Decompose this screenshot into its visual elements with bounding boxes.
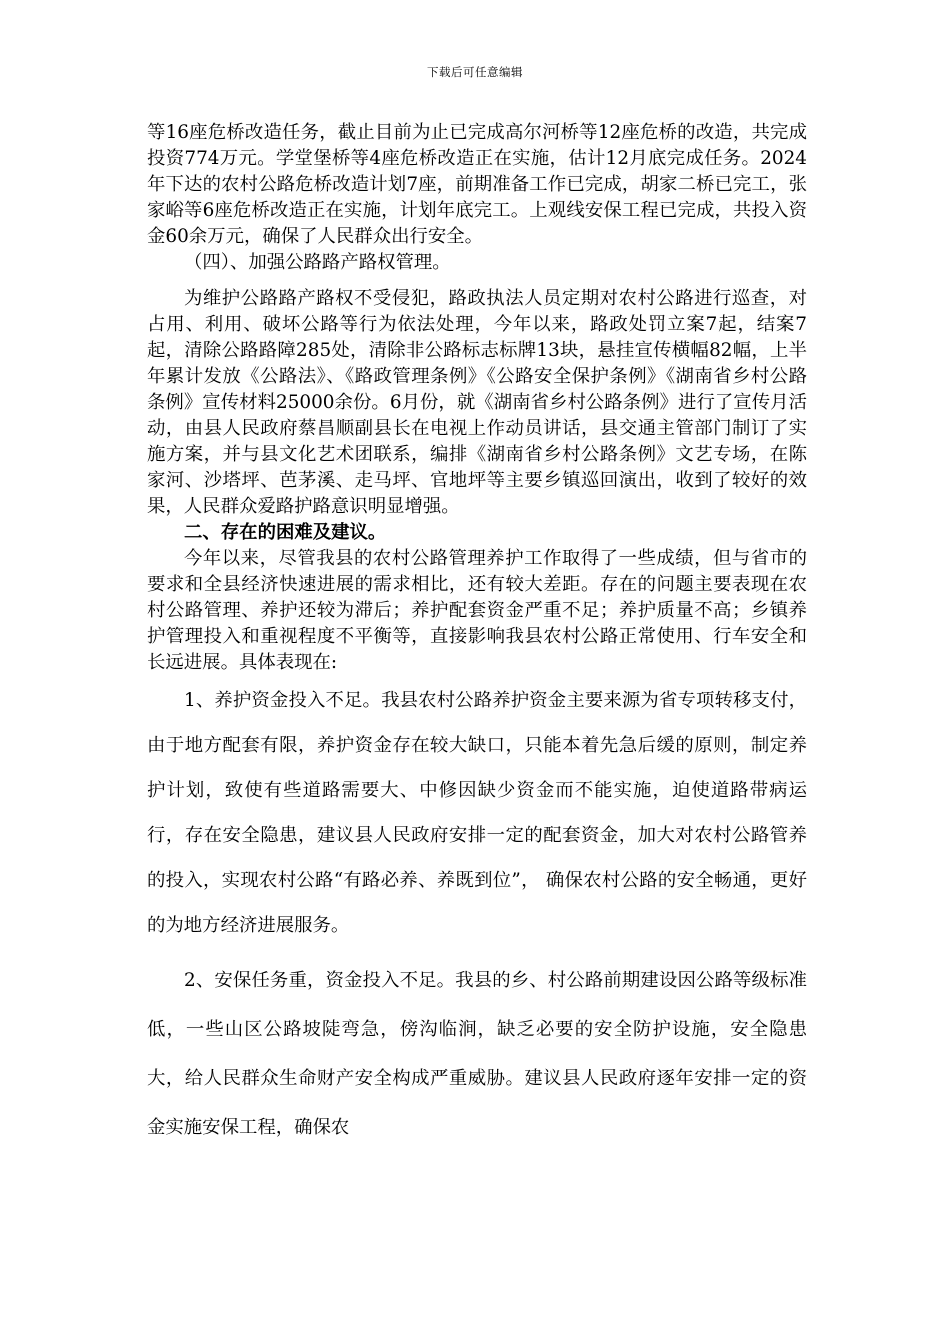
paragraph-bridge-renovation: 等16座危桥改造任务，截止目前为止已完成高尔河桥等12座危桥的改造，共完成投资774万元。学堂堡桥等4座危桥改造正在实施，估计12月底完成任务。2024年下达的农村公路危桥改造计划7座，前期准备工作已完成，胡家二桥已完工，张家峪等6座危桥改造正在实施，计划年底完工。上观线安保工程已完成，共投入资金60余万元，确保了人民群众出行安全。 — [147, 122, 807, 247]
paragraph-difficulties-intro: 今年以来，尽管我县的农村公路管理养护工作取得了一些成绩，但与省市的要求和全县经济快速进展的需求相比，还有较大差距。存在的问题主要表现在农村公路管理、养护还较为滞后；养护配套资金严重不足；养护质量不高；乡镇养护管理投入和重视程度不平衡等，直接影响我县农村公路正常使用、行车安全和长远进展。具体表现在: — [147, 548, 807, 673]
paragraph-maintenance-funds: 1、养护资金投入不足。我县农村公路养护资金主要来源为省专项转移支付，由于地方配套有限，养护资金存在较大缺口，只能本着先急后缓的原则，制定养护计划，致使有些道路需要大、中修因缺少资金而不能实施，迫使道路带病运行，存在安全隐患，建议县人民政府安排一定的配套资金，加大对农村公路管养的投入，实现农村公路“有路必养、养既到位”， 确保农村公路的安全畅通，更好的为地方经济进展服务。 — [147, 690, 807, 936]
paragraph-safety-tasks: 2、安保任务重，资金投入不足。我县的乡、村公路前期建设因公路等级标准低，一些山区公路坡陡弯急，傍沟临涧，缺乏必要的安全防护设施，安全隐患大，给人民群众生命财产安全构成严重威胁。建议县人民政府逐年安排一定的资金实施安保工程，确保农 — [147, 970, 807, 1138]
document-body — [147, 120, 807, 1152]
section-heading-road-rights: （四）、加强公路路产路权管理。 — [184, 252, 451, 273]
section-heading-difficulties: 二、存在的困难及建议。 — [184, 522, 387, 543]
paragraph-road-rights: 为维护公路路产路权不受侵犯，路政执法人员定期对农村公路进行巡查，对占用、利用、破坏公路等行为依法处理，今年以来，路政处罚立案7起，结案7起，清除公路路障285处，清除非公路标志标牌13块，悬挂宣传横幅82幅，上半年累计发放《公路法》、《路政管理条例》《公路安全保护条例》《湖南省乡村公路条例》宣传材料25000余份。6月份，就《湖南省乡村公路条例》进行了宣传月活动，由县人民政府蔡昌顺副县长在电视上作动员讲话，县交通主管部门制订了实施方案，并与县文化艺术团联系，编排《湖南省乡村公路条例》文艺专场，在陈家河、沙塔坪、芭茅溪、走马坪、官地坪等主要乡镇巡回演出，收到了较好的效果，人民群众爱路护路意识明显增强。 — [147, 288, 807, 517]
page-header: 下载后可任意编辑 — [427, 65, 523, 79]
